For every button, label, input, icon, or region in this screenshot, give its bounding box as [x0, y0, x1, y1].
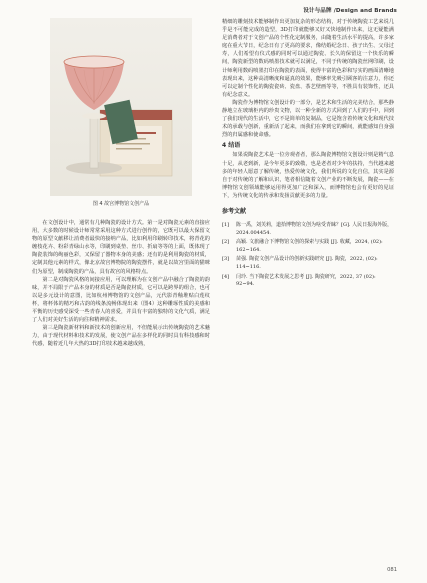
reference-item: [222, 274, 394, 289]
body-paragraph: 精细的雕刻技术能够制作出更加复杂的形态结构，对于传统陶瓷工艺来说几乎是不可能完成的造型，3D打印就能够又好又快地制作出来，这无疑能满足消费者对于文创产品的个性化定制服务，由随着生活水平的提高，许多家庭在重大节日，纪念日有了更高的要求，像结婚纪念日、孩子出生、父母过寿，人们希望有仪式感的同时可以通过陶瓷、长久的保留这一个快乐的瞬间，陶瓷新型的数码喷墨技术就可以满足，不同于传统的陶瓷丝网印刷，设计师利用数码喷墨打印在陶瓷的表面，使得丰富的色彩和写实的画面清晰地表现出来，这种高清晰度和逼真的效果，能够率先吸引顾客的注意力，你还可以定制个性化的陶瓷瓷砖、瓷盘、茶艺壁画等等，不胜具有装饰性，还具有纪念意义。: [222, 19, 394, 98]
right-column: [222, 18, 394, 291]
reference-number: [4]: [222, 273, 230, 280]
reference-text: 苗强. 陶瓷文创产品设计的创新实践研究 [J]. 陶瓷，2022, (02): 114~116.: [236, 256, 378, 271]
reference-item: [222, 239, 394, 254]
running-header: 设计与品牌 /Design and Brands: [303, 8, 397, 14]
lotus-cup-illustration: [50, 18, 192, 196]
reference-number: [1]: [222, 222, 230, 229]
reference-number: [3]: [222, 256, 230, 263]
conclusion-paragraph: 如果说陶瓷艺术是一位旁观者者，那么陶瓷博物馆文创设计则是精气息十足，从老到新，是今年更多的致敬，也是老者对少年的扶持，当代越来越多的年轻人愿意了解传统，热爱传统文化，我们所说的文化自信，其实是源自于对传统的了解和认识，笔者相信随着文创产业的不断发展，陶瓷——在博物馆文创领域能够运用得更加广泛和深入，而博物馆也会有更好的见证下，为传统文化的传承和发扬贡献更多的力量。: [222, 152, 394, 199]
body-paragraph: 陶瓷作为博物馆文创设计的一部分，是艺术和生活的完美结合，那些静静地立在玻璃柜内的珍贵文物，以一种全新的方式回到了人们的手中，回到了我们现代的生活中，它不是简单的复制品，它是饱含着传统文化和现代技术的承载与创新，重新活了起来，而我们在拿到它的瞬间，就能感知自身强烈的归属感和使命感。: [222, 99, 394, 139]
left-column: [32, 18, 210, 349]
reference-number: [2]: [222, 239, 230, 246]
figure-4: [32, 18, 210, 214]
body-paragraph: 在文创设计中，通常有几种陶瓷的设计方式。第一是对陶瓷元素的直接应用，大多数的时候设计师常常采用这种方式进行创作的，它既可以最大保留文物的原型文献移让消费者最快的接纳产品，比如利用印刷转印技术，将青花的缠枝花卉、粉彩青绿山水等，印刷到桌垫、丝巾、折扇等等的上面，既体现了陶瓷装饰的绚丽色彩，又保留了器物本身的美感；还有的是利用陶瓷的材质，定制其他元素的样式，像北京故宫博物院的陶瓷摆件，就是以故宫里面的猫咪们为原型，制成陶瓷的产品，具有故宫的风格特点。: [32, 220, 210, 275]
reference-text: 陈一禹，刘芙莉，道拾博物馆文创为啥受青睐？[G]. 人民日报海外版，2024.004454.: [236, 222, 393, 236]
cup-stem: [90, 114, 98, 168]
section-heading-conclusion: 4 结语: [222, 142, 241, 150]
figure-image: [50, 18, 192, 196]
reference-text: 闫玲. 当下陶瓷艺术发展之思考 [J]. 陶瓷研究，2022, 37 (02): 92~94.: [236, 273, 376, 288]
reference-item: [222, 256, 394, 271]
body-paragraph: 第二是对陶瓷风格的间接应用，可以理解为在文创产品中融合了陶瓷的韵味，并不局限于产品本身的材质是否是陶瓷材质，它可以是跨界的组合，也可以是多元设计的意图，比如杭州博物馆的文创产品，元代影青釉堆贴白莲纹杯，将杯体的精巧和古韵的线条流畅体现出来（图4）这种雕琢性质的美感和平衡的历史感受深受一些青春人的喜爱，并具有丰富的独特的文化气质，满足了人们对美好生活的向往和精神需求。: [32, 276, 210, 324]
body-paragraph: 第三是陶瓷新材料和新技术的创新应用，不但能展示出传统陶瓷的艺术魅力，由于现代材料和技术的发展，使文创产品在多样化的同时具有科技感和时代感，随着近几年大热的3D打印技术越来越成熟，: [32, 325, 210, 348]
bowl-rim: [64, 56, 124, 68]
page-number: 081: [387, 567, 397, 573]
references-heading: 参考文献: [222, 207, 247, 215]
figure-caption: 图 4 故宫博物馆文创产品: [92, 201, 150, 207]
reference-text: 高颖. 文旅融合下博物馆文创的探索与实践 [J]. 收藏，2024, (02): 162~164.: [236, 239, 383, 253]
reference-item: [222, 222, 394, 237]
